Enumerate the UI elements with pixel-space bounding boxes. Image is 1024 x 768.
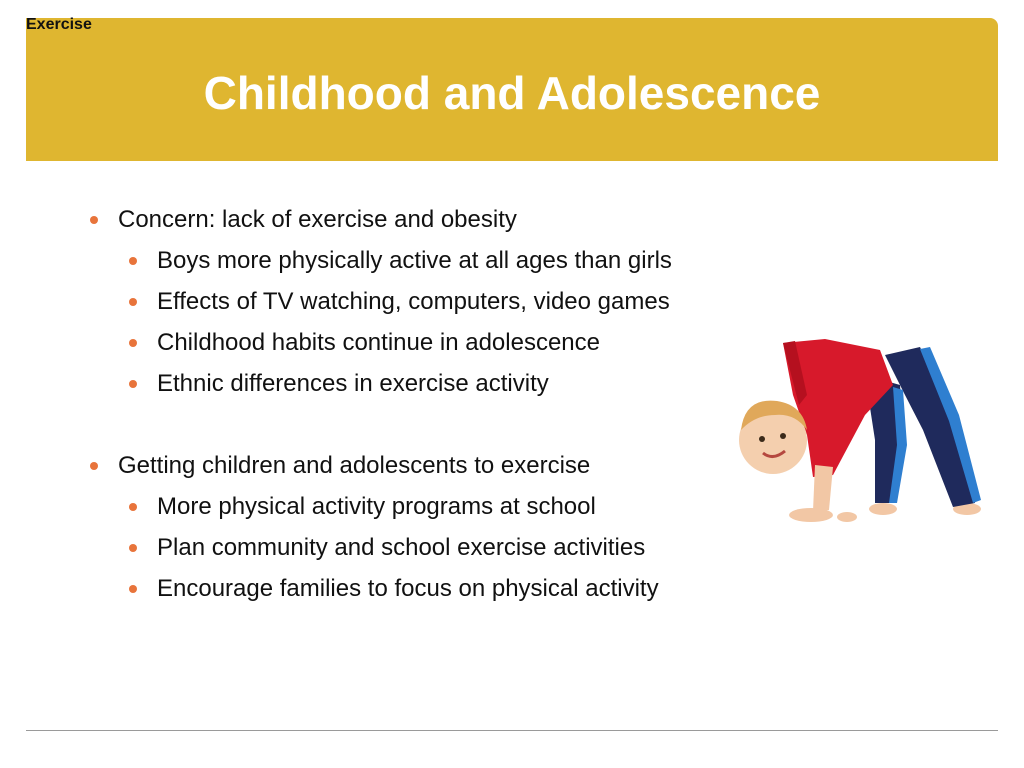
slide-title: Childhood and Adolescence	[203, 67, 821, 119]
sub-bullet-text: Effects of TV watching, computers, video games	[157, 288, 670, 315]
sub-bullet-item	[88, 281, 788, 322]
foot-shape	[869, 503, 897, 515]
bullet-item	[88, 446, 788, 609]
bullet-dot-icon	[129, 257, 137, 265]
footer-divider	[26, 730, 998, 731]
bullet-dot-icon	[129, 585, 137, 593]
sub-bullet-item	[88, 486, 788, 527]
sub-bullet-text: Childhood habits continue in adolescence	[157, 329, 600, 356]
bullet-item	[88, 200, 788, 404]
bullet-text: Concern: lack of exercise and obesity	[118, 206, 517, 233]
sub-bullet-item	[88, 363, 788, 404]
bullet-dot-icon	[129, 298, 137, 306]
section-label: Exercise	[26, 16, 92, 33]
sub-bullet-text: More physical activity programs at school	[157, 493, 596, 520]
bullet-content	[88, 200, 788, 609]
bullet-dot-icon	[129, 339, 137, 347]
sub-bullet-list	[118, 486, 788, 609]
sub-bullet-list	[118, 240, 788, 404]
bullet-dot-icon	[129, 544, 137, 552]
bullet-dot-icon	[90, 462, 98, 470]
hand-shape	[789, 508, 833, 522]
sub-bullet-item	[88, 568, 788, 609]
bullet-dot-icon	[129, 380, 137, 388]
arm-shape	[813, 465, 833, 511]
sub-bullet-text: Ethnic differences in exercise activity	[157, 370, 549, 397]
sub-bullet-text: Encourage families to focus on physical activity	[157, 575, 659, 602]
child-exercising-photo	[715, 335, 995, 535]
sub-bullet-text: Boys more physically active at all ages than girls	[157, 247, 672, 274]
bullet-list	[88, 200, 788, 609]
sub-bullet-item	[88, 527, 788, 568]
bullet-text: Getting children and adolescents to exercise	[118, 452, 591, 479]
bullet-dot-icon	[90, 216, 98, 224]
sub-bullet-text: Plan community and school exercise activities	[157, 534, 646, 561]
eye-shape	[759, 436, 765, 442]
bullet-dot-icon	[129, 503, 137, 511]
sub-bullet-item	[88, 322, 788, 363]
sub-bullet-item	[88, 240, 788, 281]
eye-shape	[780, 433, 786, 439]
hand-shape	[837, 512, 857, 522]
